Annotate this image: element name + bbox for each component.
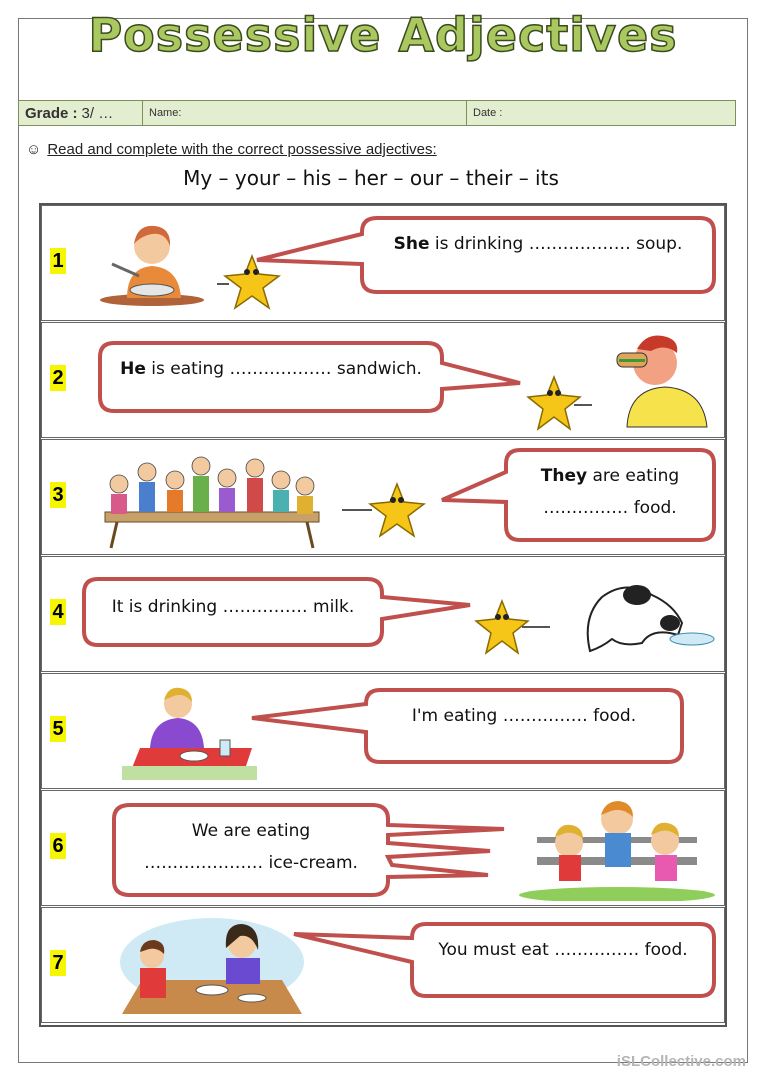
sentence	[100, 353, 442, 385]
exercise-row	[41, 322, 725, 438]
speech-bubble	[42, 674, 726, 790]
exercise-row	[41, 439, 725, 555]
subject: They	[540, 466, 588, 486]
sentence-text: You must eat …………… food.	[438, 940, 688, 960]
sentence	[366, 700, 682, 732]
exercise-row	[41, 790, 725, 906]
sentence	[362, 228, 714, 260]
sentence-text: is eating ……………… sandwich.	[145, 359, 422, 379]
cat-drinking-milk-picture	[582, 577, 717, 657]
star-character-icon	[524, 373, 594, 435]
date-field[interactable]	[467, 101, 735, 125]
grade-value: 3/ …	[81, 104, 114, 122]
sentence-text-line2: …………… food.	[543, 498, 677, 518]
date-label: Date :	[473, 107, 503, 119]
sentence-text: It is drinking …………… milk.	[111, 597, 355, 617]
sentence-text: We are eating	[191, 821, 311, 841]
exercise-number: 4	[50, 599, 66, 625]
subject: She	[393, 234, 430, 254]
instruction-text: Read and complete with the correct possessive adjectives:	[47, 141, 437, 158]
page-title: Possessive Adjectives	[88, 8, 678, 62]
name-label: Name:	[149, 107, 182, 119]
name-field[interactable]	[143, 101, 467, 125]
exercise-grid	[39, 203, 727, 1027]
exercise-number: 1	[50, 248, 66, 274]
grade-cell[interactable]	[19, 101, 143, 125]
subject: He	[120, 359, 146, 379]
smiley-icon: ☺	[26, 141, 42, 158]
sentence-text: I'm eating …………… food.	[411, 706, 637, 726]
student-info-bar	[18, 100, 736, 126]
site-watermark: iSLCollective.com	[616, 1053, 746, 1070]
exercise-row	[41, 205, 725, 321]
exercise-row	[41, 673, 725, 789]
exercise-number: 6	[50, 833, 66, 859]
man-eating-sandwich-picture	[607, 329, 717, 429]
exercise-number: 2	[50, 365, 66, 391]
kids-eating-ice-cream-picture	[517, 797, 717, 901]
grade-label: Grade :	[25, 104, 78, 122]
speech-bubble	[42, 206, 726, 322]
exercise-number: 7	[50, 950, 66, 976]
sentence	[84, 591, 382, 623]
sentence	[412, 934, 714, 966]
word-bank: My – your – his – her – our – their – its	[183, 166, 559, 190]
sentence	[506, 460, 714, 524]
instruction	[26, 141, 437, 158]
sentence	[114, 815, 388, 879]
sentence-text-line2: ………………… ice-cream.	[144, 853, 358, 873]
speech-bubble	[42, 908, 726, 1024]
exercise-number: 5	[50, 716, 66, 742]
sentence-text: are eating	[587, 466, 680, 486]
sentence-text: is drinking ……………… soup.	[429, 234, 683, 254]
exercise-row	[41, 556, 725, 672]
star-character-icon	[472, 597, 552, 667]
exercise-number: 3	[50, 482, 66, 508]
exercise-row	[41, 907, 725, 1023]
